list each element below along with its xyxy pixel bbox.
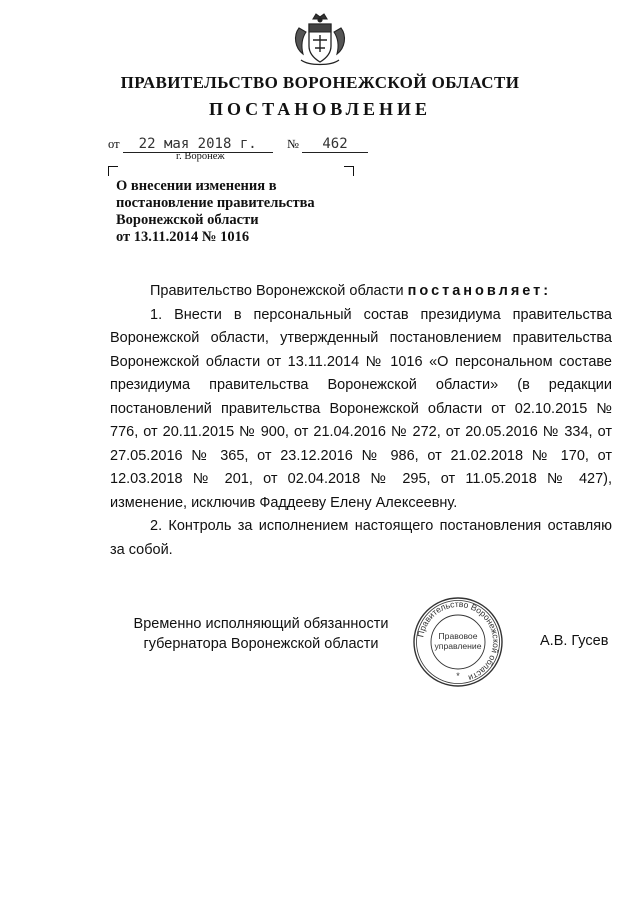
city: г. Воронеж (176, 151, 225, 162)
government-name: ПРАВИТЕЛЬСТВО ВОРОНЕЖСКОЙ ОБЛАСТИ (120, 73, 520, 92)
document-type: ПОСТАНОВЛЕНИЕ (208, 99, 432, 119)
preamble (110, 280, 612, 304)
subject-line: от 13.11.2014 № 1016 (116, 229, 250, 245)
preamble-text: Правительство Воронежской области (150, 283, 404, 299)
item-2: 2. Контроль за исполнением настоящего постановления оставляю за собой. (110, 518, 612, 558)
signer-position (120, 614, 402, 654)
stamp-star: * (456, 671, 460, 681)
subject-line: Воронежской области (116, 212, 259, 228)
number-prefix: № (286, 137, 299, 151)
stamp-ring-text: Правительство Воронежской области (415, 598, 502, 684)
stamp-center-line: Правовое (438, 631, 478, 641)
signer-name: А.В. Гусев (540, 633, 609, 649)
official-stamp (412, 596, 504, 688)
preamble-verb: постановляет: (407, 283, 552, 299)
document-date-number (108, 136, 368, 153)
stamp-center-line: управление (434, 641, 482, 651)
document-subject (116, 178, 356, 246)
signer-position-line: губернатора Воронежской области (143, 636, 379, 652)
document-body (110, 280, 612, 562)
coat-of-arms-icon (291, 10, 349, 68)
date-prefix: от (108, 137, 120, 151)
corner-bracket-left (108, 166, 118, 176)
subject-line: О внесении изменения в (116, 178, 277, 194)
item-1: 1. Внести в персональный состав президиума правительства Воронежской области, утвержденный постановлением правительства Воронежской области от 13.11.2014 № 1016 «О персональном составе президиума правительства Воронежской области» (в редакции постановлений правительства Воронежской области от 02.10.2015 № 776, от 20.11.2015 № 900, от 21.04.2016 № 272, от 20.05.2016 № 334, от 27.05.2016 № 365, от 23.12.2016 № 986, от 21.02.2018 № 170, от 12.03.2018 № 201, от 02.04.2018 № 295, от 11.05.2018 № 427), изменение, исключив Фаддееву Елену Алексеевну. (110, 306, 612, 511)
corner-bracket-right (344, 166, 354, 176)
subject-line: постановление правительства (116, 195, 315, 211)
signer-position-line: Временно исполняющий обязанности (133, 616, 389, 632)
number-value: 462 (302, 136, 368, 153)
date-value: 22 мая 2018 г. (123, 136, 273, 153)
